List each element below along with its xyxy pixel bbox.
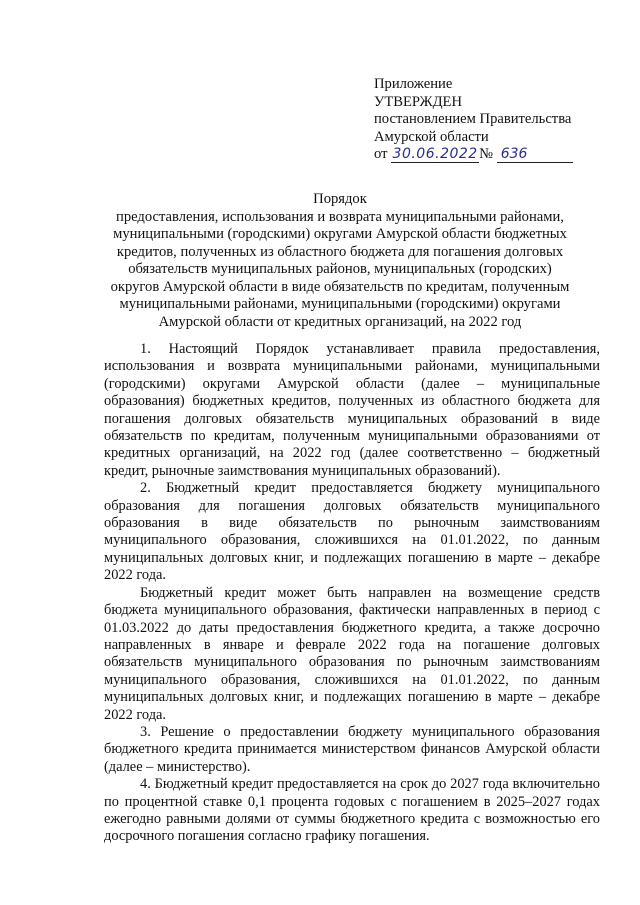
- region-label: Амурской области: [374, 128, 489, 145]
- handwritten-date: 30.06.2022: [392, 146, 478, 162]
- paragraph-5: 4. Бюджетный кредит предоставляется на срок до 2027 года включительно по процентной ставке 0,1 процента годовых с погашением в 2025–2027 годах ежегодно равными долями от суммы бюджетного кредита с возможностью его досрочного погашения согласно графику погашения.: [104, 776, 600, 845]
- document-subtitle: предоставления, использования и возврата муниципальными районами, муниципальными (городскими) округами Амурской области бюджетных кредитов, полученных из областного бюджета для погашения долговых обязательств муниципальных районов, муниципальных (городских) округов Амурской области в виде обязательств по кредитам, полученным муниципальными районами, муниципальными (городскими) округами Амурской области от кредитных организаций, на 2022 год: [110, 208, 570, 330]
- resolution-label: постановлением Правительства: [374, 111, 572, 127]
- approval-block: [374, 76, 573, 164]
- approved-label: УТВЕРЖДЕН: [374, 93, 462, 110]
- paragraph-1: 1. Настоящий Порядок устанавливает правила предоставления, использования и возврата муниципальными районами, муниципальными (городскими) округами Амурской области (далее – муниципальные образования) бюджетных кредитов, полученных из областного бюджета для погашения долговых обязательств муниципальных образований в виде обязательств по кредитам, полученным муниципальными образованиями от кредитных организаций, на 2022 год (далее соответственно – бюджетный кредит, рыночные заимствования муниципальных образований).: [104, 341, 600, 479]
- document-body: [104, 341, 600, 846]
- paragraph-2: 2. Бюджетный кредит предоставляется бюджету муниципального образования для погашения долговых обязательств муниципального образования в виде обязательств по рыночным заимствованиям муниципального образования, сложившихся на 01.01.2022, по данным муниципальных долговых книг, и подлежащих погашению в марте – декабре 2022 года.: [104, 480, 600, 584]
- document-heading: [104, 191, 576, 331]
- date-prefix: от: [374, 146, 388, 162]
- appendix-label: Приложение: [374, 76, 453, 92]
- handwritten-number: 636: [497, 147, 573, 163]
- document-title: Порядок: [313, 191, 367, 207]
- paragraph-4: 3. Решение о предоставлении бюджету муниципального образования бюджетного кредита принимается министерством финансов Амурской области (далее – министерство).: [104, 723, 600, 775]
- paragraph-3: Бюджетный кредит может быть направлен на возмещение средств бюджета муниципального образования, фактически направленных в период с 01.03.2022 до даты предоставления бюджетного кредита, а также досрочно направленных в январе и феврале 2022 года на погашение долговых обязательств муниципального образования по рыночным заимствованиям муниципального образования, сложившихся на 01.01.2022, по данным муниципальных долговых книг, и подлежащих погашению в марте – декабре 2022 года.: [104, 584, 600, 723]
- date-number-line: [374, 146, 573, 164]
- number-sign: №: [479, 146, 494, 162]
